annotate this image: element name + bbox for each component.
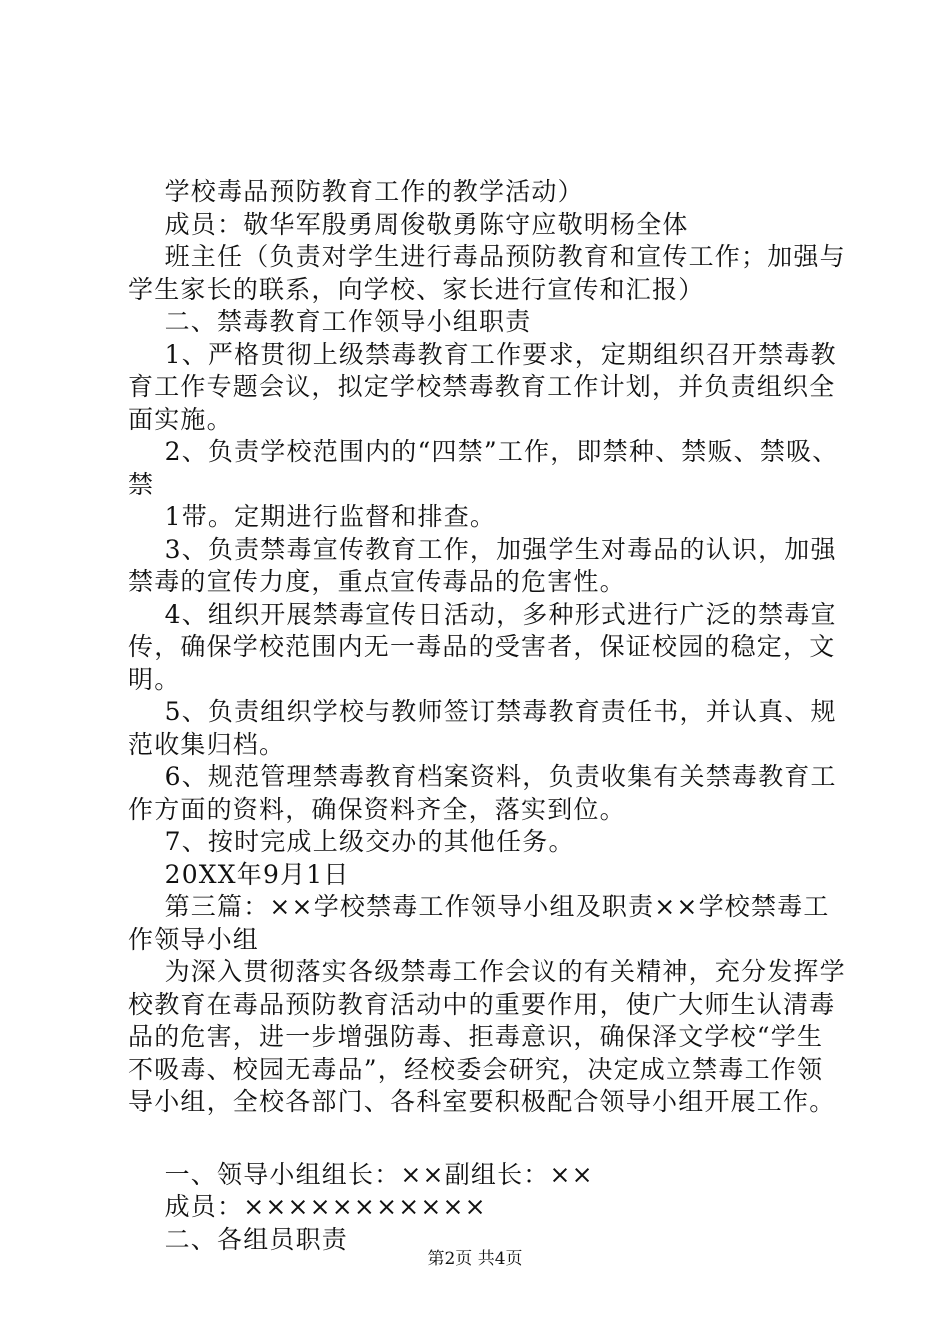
section-heading: 二、各组员职责 <box>128 1224 348 1254</box>
paragraph: 5、负责组织学校与教师签订禁毒教育责任书，并认真、规范收集归档。 <box>128 697 837 759</box>
section-heading: 一、领导小组组长：××副组长：×× <box>128 1159 594 1189</box>
section-title: 第三篇：××学校禁毒工作领导小组及职责××学校禁毒工作领导小组 <box>128 892 830 954</box>
paragraph: 2、负责学校范围内的“四禁”工作，即禁种、禁贩、禁吸、禁 <box>128 437 839 499</box>
paragraph: 1带。定期进行监督和排查。 <box>128 502 497 531</box>
paragraph: 学校毒品预防教育工作的教学活动） <box>128 177 584 206</box>
paragraph: 班主任（负责对学生进行毒品预防教育和宣传工作；加强与学生家长的联系，向学校、家长进行宣传和汇报） <box>128 242 846 304</box>
paragraph: 6、规范管理禁毒教育档案资料，负责收集有关禁毒教育工作方面的资料，确保资料齐全，落实到位。 <box>128 762 837 824</box>
document-body <box>128 176 848 1256</box>
paragraph: 为深入贯彻落实各级禁毒工作会议的有关精神，充分发挥学校教育在毒品预防教育活动中的重要作用，使广大师生认清毒品的危害，进一步增强防毒、拒毒意识，确保泽文学校“学生不吸毒、校园无毒品”，经校委会研究，决定成立禁毒工作领导小组，全校各部门、各科室要积极配合领导小组开展工作。 <box>128 957 846 1116</box>
date-line: 20XX年9月1日 <box>128 859 350 889</box>
paragraph-gap <box>128 1119 848 1159</box>
paragraph: 成员：敬华军殷勇周俊敬勇陈守应敬明杨全体 <box>128 209 689 239</box>
paragraph: 1、严格贯彻上级禁毒教育工作要求，定期组织召开禁毒教育工作专题会议，拟定学校禁毒教育工作计划，并负责组织全面实施。 <box>128 339 837 434</box>
paragraph: 7、按时完成上级交办的其他任务。 <box>128 827 575 856</box>
section-heading: 二、禁毒教育工作领导小组职责 <box>128 307 532 336</box>
paragraph: 4、组织开展禁毒宣传日活动，多种形式进行广泛的禁毒宣传，确保学校范围内无一毒品的受害者，保证校园的稳定，文明。 <box>128 599 837 694</box>
page-footer: 第2页 共4页 <box>427 1249 523 1269</box>
paragraph: 成员：××××××××××× <box>128 1192 487 1221</box>
paragraph: 3、负责禁毒宣传教育工作，加强学生对毒品的认识，加强禁毒的宣传力度，重点宣传毒品的危害性。 <box>128 534 837 596</box>
